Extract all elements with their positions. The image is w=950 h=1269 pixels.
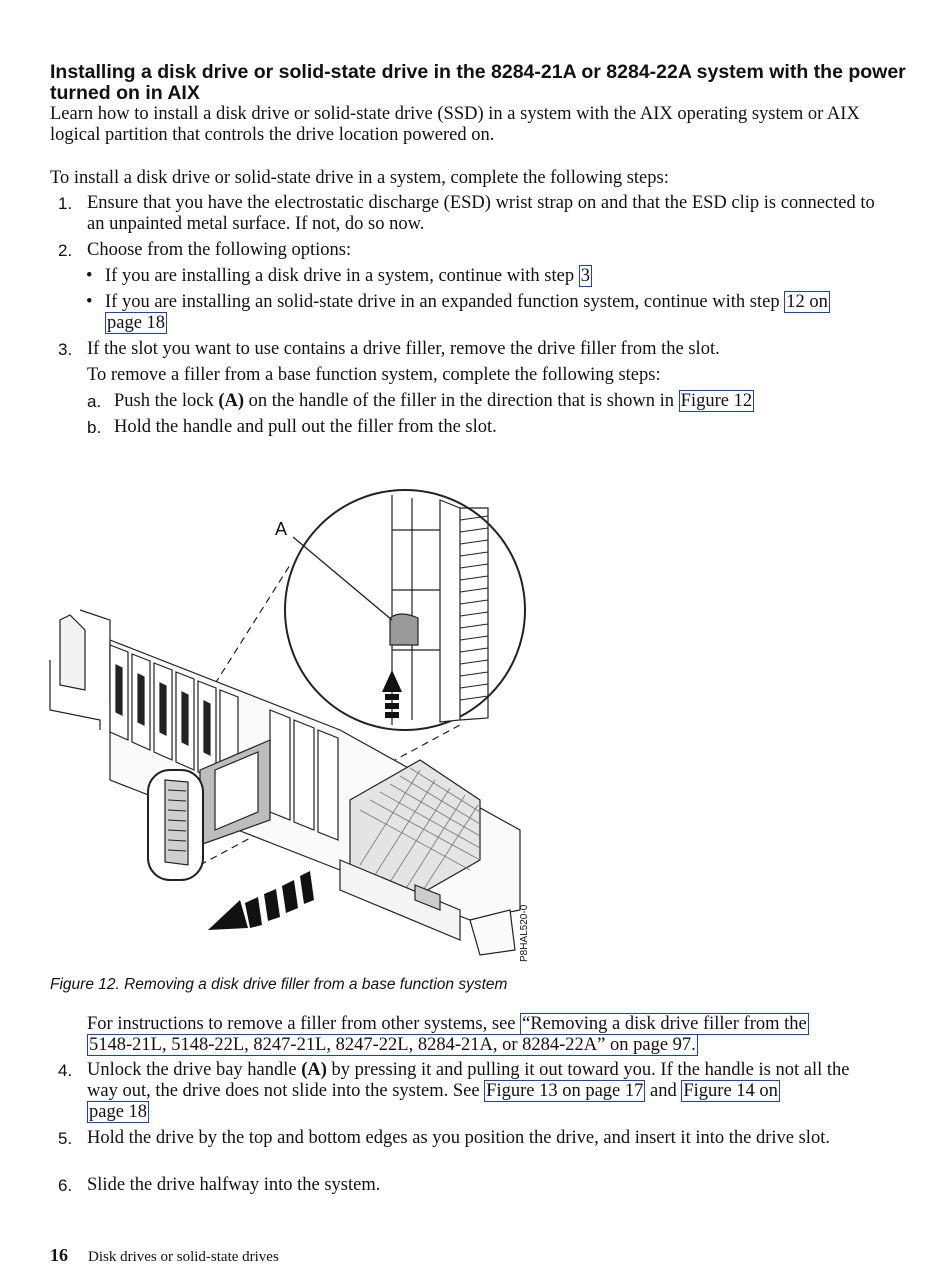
substep-text: Hold the handle and pull out the filler from the slot. <box>114 417 497 437</box>
figure-14-link[interactable]: Figure 14 on <box>683 1081 778 1101</box>
step-12-link-continued[interactable]: page 18 <box>107 313 166 333</box>
bullet-mark: • <box>86 292 93 312</box>
step-text-and: and <box>645 1081 682 1101</box>
step-number: 2. <box>58 241 73 260</box>
other-systems-paragraph <box>87 1014 887 1056</box>
option-text: If you are installing an solid-state drive in an expanded function system, continue with step <box>105 292 785 312</box>
step-text: Choose from the following options: <box>87 240 352 260</box>
steps-lead: To install a disk drive or solid-state drive in a system, complete the following steps: <box>50 168 669 188</box>
step-text: Unlock the drive bay handle <box>87 1060 302 1080</box>
page-footer <box>50 1245 279 1266</box>
step-text: Hold the drive by the top and bottom edges as you position the drive, and insert it into the drive slot. <box>87 1128 830 1148</box>
callout-a-ref: (A) <box>301 1060 327 1080</box>
callout-a-ref: (A) <box>218 391 245 411</box>
step-3-link[interactable]: 3 <box>580 266 590 286</box>
zoom-circle <box>285 490 525 730</box>
bullet-mark: • <box>86 266 93 286</box>
step-text: Slide the drive halfway into the system. <box>87 1175 381 1195</box>
footer-title: Disk drives or solid-state drives <box>88 1249 279 1265</box>
page-number: 16 <box>50 1245 68 1265</box>
callout-a-label: A <box>275 519 288 539</box>
paragraph-text: For instructions to remove a filler from other systems, see <box>87 1014 521 1034</box>
step-number: 5. <box>58 1129 73 1148</box>
option-text: If you are installing a disk drive in a system, continue with step <box>105 266 579 286</box>
substep-letter: a. <box>87 392 102 411</box>
substep-text-cont: on the handle of the filler in the direction that is shown in <box>244 391 679 411</box>
step-text: If the slot you want to use contains a drive filler, remove the drive filler from the slot. <box>87 339 720 359</box>
removing-filler-link-continued[interactable]: 5148-21L, 5148-22L, 8247-21L, 8247-22L, 8284-21A, or 8284-22A” on page 97. <box>89 1035 696 1055</box>
step-text: Ensure that you have the electrostatic discharge (ESD) wrist strap on and that the ESD clip is connected to an unpainted metal surface. If not, do so now. <box>87 193 875 234</box>
step-number: 4. <box>58 1061 73 1080</box>
figure-13-link[interactable]: Figure 13 on page 17 <box>486 1081 644 1101</box>
step-3-subtext: To remove a filler from a base function system, complete the following steps: <box>87 365 661 385</box>
step-12-link[interactable]: 12 on <box>786 292 828 312</box>
figure-12-illustration <box>40 470 560 970</box>
intro-paragraph: Learn how to install a disk drive or solid-state drive (SSD) in a system with the AIX operating system or AIX logical partition that controls the drive location powered on. <box>50 104 860 145</box>
step-number: 3. <box>58 340 73 359</box>
figure-code: P8HAL520-0 <box>519 904 530 962</box>
lock-latch <box>390 614 418 645</box>
pull-out-arrow <box>208 871 314 930</box>
step-number: 6. <box>58 1176 73 1195</box>
step-text-cont: by pressing it and pulling it out toward you. If the handle is not all the way out, the drive does not slide into the system. See <box>87 1060 850 1101</box>
page-title: Installing a disk drive or solid-state drive in the 8284-21A or 8284-22A system with the power turned on in AIX <box>50 61 906 104</box>
figure-14-link-continued[interactable]: page 18 <box>89 1102 148 1122</box>
substep-text: Push the lock <box>114 391 219 411</box>
figure-caption: Figure 12. Removing a disk drive filler from a base function system <box>50 976 508 993</box>
callout-leader <box>293 537 392 620</box>
figure-12-link[interactable]: Figure 12 <box>680 391 753 411</box>
substep-letter: b. <box>87 418 102 437</box>
step-number: 1. <box>58 194 73 213</box>
removing-filler-link[interactable]: “Removing a disk drive filler from the <box>522 1014 807 1034</box>
